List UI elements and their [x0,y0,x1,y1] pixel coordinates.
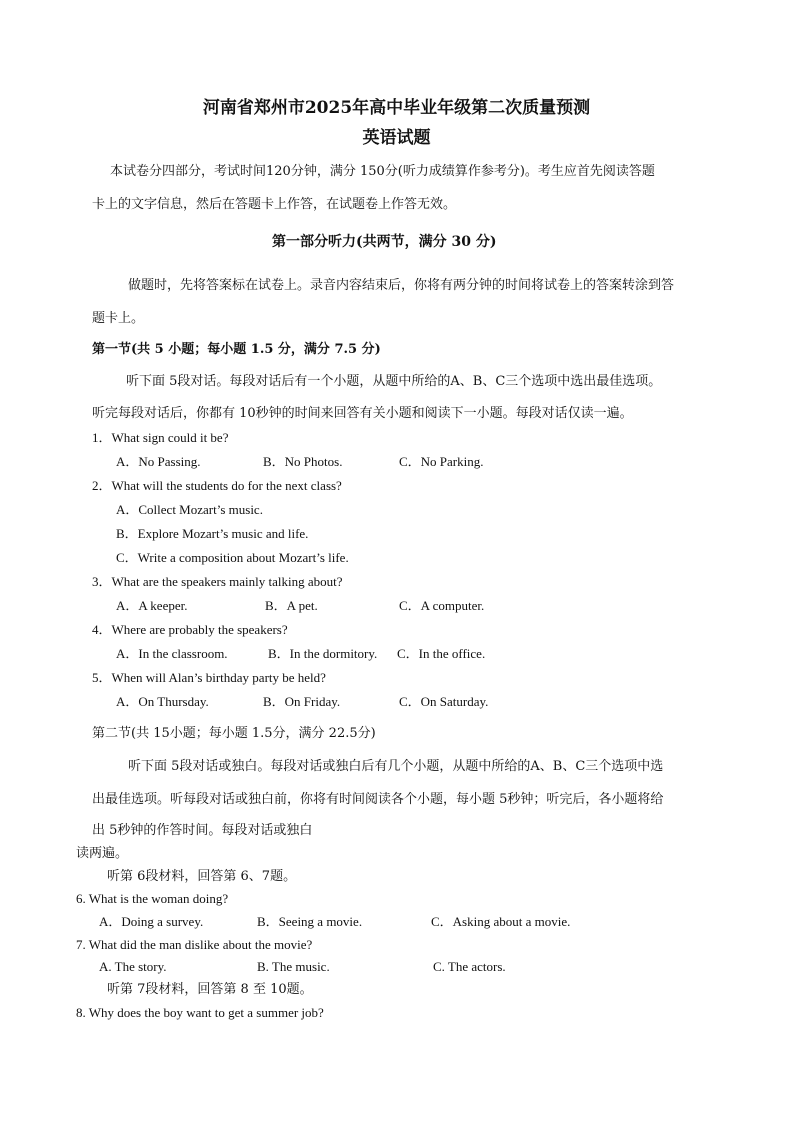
intro-line-1: 本试卷分四部分，考试时间120分钟，满分 150分(听力成绩算作参考分)。考生应首先阅读答题 [110,164,655,179]
material-7-note: 听第 7段材料，回答第 8 至 10题。 [107,982,313,997]
section2-instruction-2: 出最佳选项。听每段对话或独白前，你将有时间阅读各个小题，每小题 5秒钟；听完后，各小题将给 [92,792,664,807]
part1-heading: 第一部分听力(共两节，满分 30 分) [272,234,497,250]
question-2-option-c: C．Write a composition about Mozart’s life. [116,550,349,565]
question-3-option-c: C．A computer. [399,598,485,613]
section1-instruction-2: 听完每段对话后，你都有 10秒钟的时间来回答有关小题和阅读下一小题。每段对话仅读一遍。 [92,406,633,421]
question-5-stem: 5．When will Alan’s birthday party be held? [92,670,326,685]
intro-line-2: 卡上的文字信息，然后在答题卡上作答，在试题卷上作答无效。 [92,197,457,212]
question-5-option-a: A．On Thursday. [116,694,209,709]
question-2-option-b: B．Explore Mozart’s music and life. [116,526,309,541]
question-8-stem: 8. Why does the boy want to get a summer job? [76,1005,324,1020]
section1-instruction-1: 听下面 5段对话。每段对话后有一个小题，从题中所给的A、B、C三个选项中选出最佳选项。 [126,374,662,389]
question-5-option-c: C．On Saturday. [399,694,489,709]
section2-instruction-1: 听下面 5段对话或独白。每段对话或独白后有几个小题，从题中所给的A、B、C三个选项中选 [128,759,664,774]
part1-instruction-2: 题卡上。 [92,311,145,326]
question-3-option-a: A．A keeper. [116,598,188,613]
question-3-stem: 3．What are the speakers mainly talking about? [92,574,343,589]
question-1-option-a: A．No Passing. [116,454,201,469]
page-title: 河南省郑州市2025年高中毕业年级第二次质量预测 [202,98,591,118]
question-1-stem: 1．What sign could it be? [92,430,229,445]
question-7-option-b: B. The music. [257,959,330,974]
question-2-stem: 2．What will the students do for the next class? [92,478,342,493]
question-4-option-c: C．In the office. [397,646,486,661]
section2-heading: 第二节(共 15小题；每小题 1.5分，满分 22.5分) [92,726,376,741]
question-3-option-b: B．A pet. [265,598,318,613]
question-7-option-c: C. The actors. [433,959,506,974]
page-subtitle: 英语试题 [362,128,431,148]
question-5-option-b: B．On Friday. [263,694,341,709]
question-7-stem: 7. What did the man dislike about the movie? [76,937,313,952]
section1-heading: 第一节(共 5 小题；每小题 1.5 分，满分 7.5 分) [92,342,381,357]
question-2-option-a: A．Collect Mozart’s music. [116,502,263,517]
section2-instruction-4: 读两遍。 [76,846,129,861]
question-4-option-b: B．In the dormitory. [268,646,378,661]
question-1-option-b: B．No Photos. [263,454,343,469]
question-4-option-a: A．In the classroom. [116,646,228,661]
part1-instruction-1: 做题时，先将答案标在试卷上。录音内容结束后，你将有两分钟的时间将试卷上的答案转涂到答 [128,278,675,293]
section2-instruction-3: 出 5秒钟的作答时间。每段对话或独白 [92,823,313,838]
material-6-note: 听第 6段材料，回答第 6、7题。 [107,869,297,884]
question-6-option-a: A．Doing a survey. [99,914,204,929]
question-6-option-b: B．Seeing a movie. [257,914,363,929]
question-6-option-c: C．Asking about a movie. [431,914,571,929]
question-7-option-a: A. The story. [99,959,167,974]
question-1-option-c: C．No Parking. [399,454,484,469]
question-4-stem: 4．Where are probably the speakers? [92,622,288,637]
question-6-stem: 6. What is the woman doing? [76,891,229,906]
